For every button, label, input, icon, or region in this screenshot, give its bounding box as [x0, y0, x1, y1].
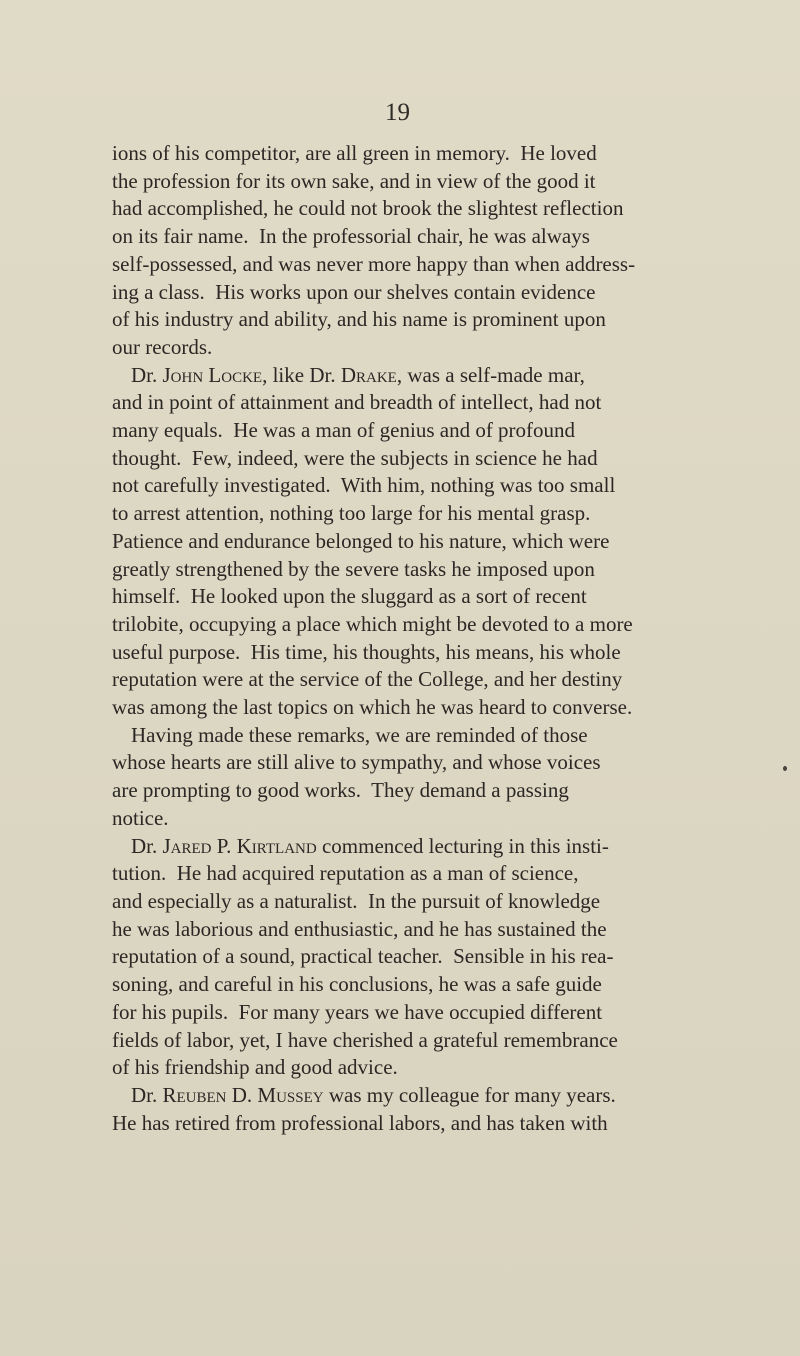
text-run: reputation were at the service of the College, and her destiny [112, 667, 623, 692]
text-line [112, 195, 800, 223]
body-text [112, 140, 800, 1137]
text-run: ions of his competitor, are all green in memory. He loved [112, 141, 597, 165]
text-run: Dr. [131, 362, 163, 387]
text-line [112, 694, 800, 722]
text-run: reputation of a sound, practical teacher. Sensible in his rea- [112, 944, 614, 969]
text-run: Patience and endurance belonged to his nature, which were [112, 528, 610, 553]
text-run: the profession for its own sake, and in view of the good it [112, 168, 596, 193]
text-line [112, 389, 800, 417]
text-line [112, 833, 800, 861]
text-run: he was laborious and enthusiastic, and he has sustained the [112, 916, 607, 941]
text-line [112, 528, 800, 556]
text-line [112, 888, 800, 916]
text-line [112, 334, 800, 362]
text-run: whose hearts are still alive to sympathy, and whose voices [112, 750, 601, 775]
text-line [112, 943, 800, 971]
text-line [112, 1110, 800, 1138]
person-name: John Locke [162, 362, 263, 387]
text-run: to arrest attention, nothing too large for his mental grasp. [112, 501, 591, 526]
text-line [112, 777, 800, 805]
text-run: for his pupils. For many years we have occupied different [112, 999, 603, 1024]
text-line [112, 1054, 800, 1082]
text-line [112, 417, 800, 445]
person-name: Drake [340, 362, 397, 387]
text-line [112, 362, 800, 390]
text-line [112, 916, 800, 944]
text-run: many equals. He was a man of genius and of profound [112, 418, 576, 443]
text-run: He has retired from professional labors, and has taken with [112, 1110, 608, 1135]
text-run: ing a class. His works upon our shelves contain evidence [112, 279, 596, 304]
person-name: Reuben D. Mussey [162, 1082, 324, 1107]
text-line [112, 805, 800, 833]
text-line [112, 611, 800, 639]
text-line [112, 223, 800, 251]
text-run: of his friendship and good advice. [112, 1055, 398, 1080]
text-line [112, 472, 800, 500]
text-line [112, 749, 800, 777]
text-run: thought. Few, indeed, were the subjects in science he had [112, 445, 598, 470]
text-run: had accomplished, he could not brook the slightest reflection [112, 196, 624, 221]
text-run: on its fair name. In the professorial chair, he was always [112, 224, 590, 249]
text-run: useful purpose. His time, his thoughts, his means, his whole [112, 639, 621, 664]
text-run: our records. [112, 334, 213, 359]
text-line [112, 445, 800, 473]
text-run: tution. He had acquired reputation as a man of science, [112, 861, 579, 886]
text-run: self-possessed, and was never more happy than when address- [112, 251, 636, 276]
text-run: commenced lecturing in this insti- [316, 833, 609, 858]
text-line [112, 583, 800, 611]
text-run: not carefully investigated. With him, nothing was too small [112, 473, 616, 498]
text-run: of his industry and ability, and his name is prominent upon [112, 307, 606, 332]
person-name: Jared P. Kirtland [162, 833, 317, 858]
text-line [112, 306, 800, 334]
text-run: fields of labor, yet, I have cherished a grateful remembrance [112, 1027, 618, 1052]
text-run: was my colleague for many years. [323, 1082, 616, 1107]
text-line [112, 860, 800, 888]
text-run: , was a self-made mar, [396, 362, 585, 387]
page-number: 19 [385, 99, 410, 126]
text-run: , like Dr. [262, 362, 341, 387]
text-run: was among the last topics on which he was heard to converse. [112, 695, 633, 720]
text-run: Having made these remarks, we are reminded of those [131, 722, 588, 747]
text-line [112, 639, 800, 667]
text-run: greatly strengthened by the severe tasks he imposed upon [112, 556, 595, 581]
text-line [112, 999, 800, 1027]
text-line [112, 1082, 800, 1110]
text-line [112, 556, 800, 584]
text-run: are prompting to good works. They demand a passing [112, 778, 569, 803]
text-line [112, 666, 800, 694]
text-run: and especially as a naturalist. In the pursuit of knowledge [112, 888, 601, 913]
text-run: himself. He looked upon the sluggard as a sort of recent [112, 584, 587, 609]
text-line [112, 722, 800, 750]
text-line [112, 971, 800, 999]
text-run: and in point of attainment and breadth of intellect, had not [112, 390, 602, 415]
text-line [112, 1027, 800, 1055]
text-line [112, 168, 800, 196]
text-run: notice. [112, 805, 169, 830]
text-run: soning, and careful in his conclusions, he was a safe guide [112, 972, 602, 997]
text-line [112, 140, 800, 168]
text-line [112, 279, 800, 307]
text-line [112, 251, 800, 279]
text-run: trilobite, occupying a place which might be devoted to a more [112, 611, 633, 636]
text-line [112, 500, 800, 528]
ink-speck [783, 766, 787, 771]
text-run: Dr. [131, 833, 163, 858]
text-run: Dr. [131, 1082, 163, 1107]
